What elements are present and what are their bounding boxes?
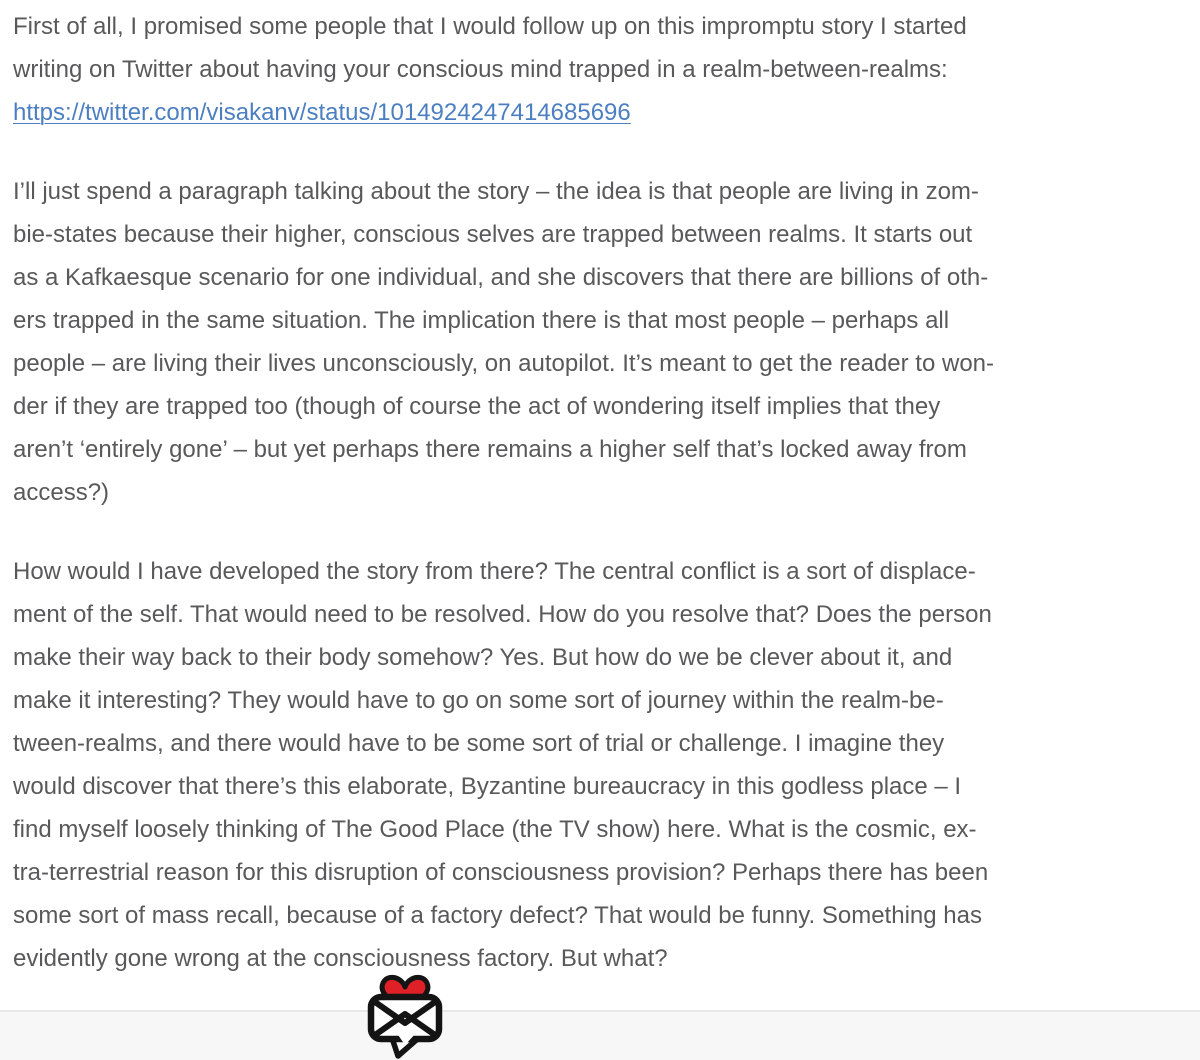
twitter-status-link[interactable]: https://twitter.com/visakanv/status/1014924247414685696 — [13, 99, 631, 126]
footer-bar — [0, 1012, 1200, 1060]
newsletter-subscribe-button[interactable] — [365, 971, 445, 1059]
paragraph-story-summary-text: I’ll just spend a paragraph talking about the story – the idea is that people are living in zom- bie-states because their higher, conscious selves are trapped between realms. It starts out as a Kafkaesque scenario for one individual, and she discovers that there are billions of oth- ers trapped in the same situation. The implication there is that most people – perhaps all people – are living their lives unconsciously, on autopilot. It’s meant to get the reader to won- der if they are trapped too (though of course the act of wondering itself implies that they aren’t ‘entirely gone’ – but yet perhaps there remains a higher self that’s locked away from access?) — [13, 178, 995, 506]
paragraph-story-summary — [13, 170, 1176, 514]
heart-mail-icon — [365, 971, 445, 1059]
paragraph-intro-text: First of all, I promised some people that I would follow up on this impromptu story I started writing on Twitter about having your conscious mind trapped in a realm-between-realms: — [13, 13, 967, 83]
paragraph-intro — [13, 5, 1176, 134]
paragraph-story-development-text: How would I have developed the story from there? The central conflict is a sort of displace- ment of the self. That would need to be resolved. How do you resolve that? Does the person make their way back to their body somehow? Yes. But how do we be clever about it, and make it interesting? They would have to go on some sort of journey within the realm-be- tween-realms, and there would have to be some sort of trial or challenge. I imagine they would discover that there’s this elaborate, Byzantine bureaucracy in this godless place – I find myself loosely thinking of The Good Place (the TV show) here. What is the cosmic, ex- tra-terrestrial reason for this disruption of consciousness provision? Perhaps there has been some sort of mass recall, because of a factory defect? That would be funny. Something has evidently gone wrong at the consciousness factory. But what? — [13, 558, 992, 972]
paragraph-story-development — [13, 550, 1176, 980]
